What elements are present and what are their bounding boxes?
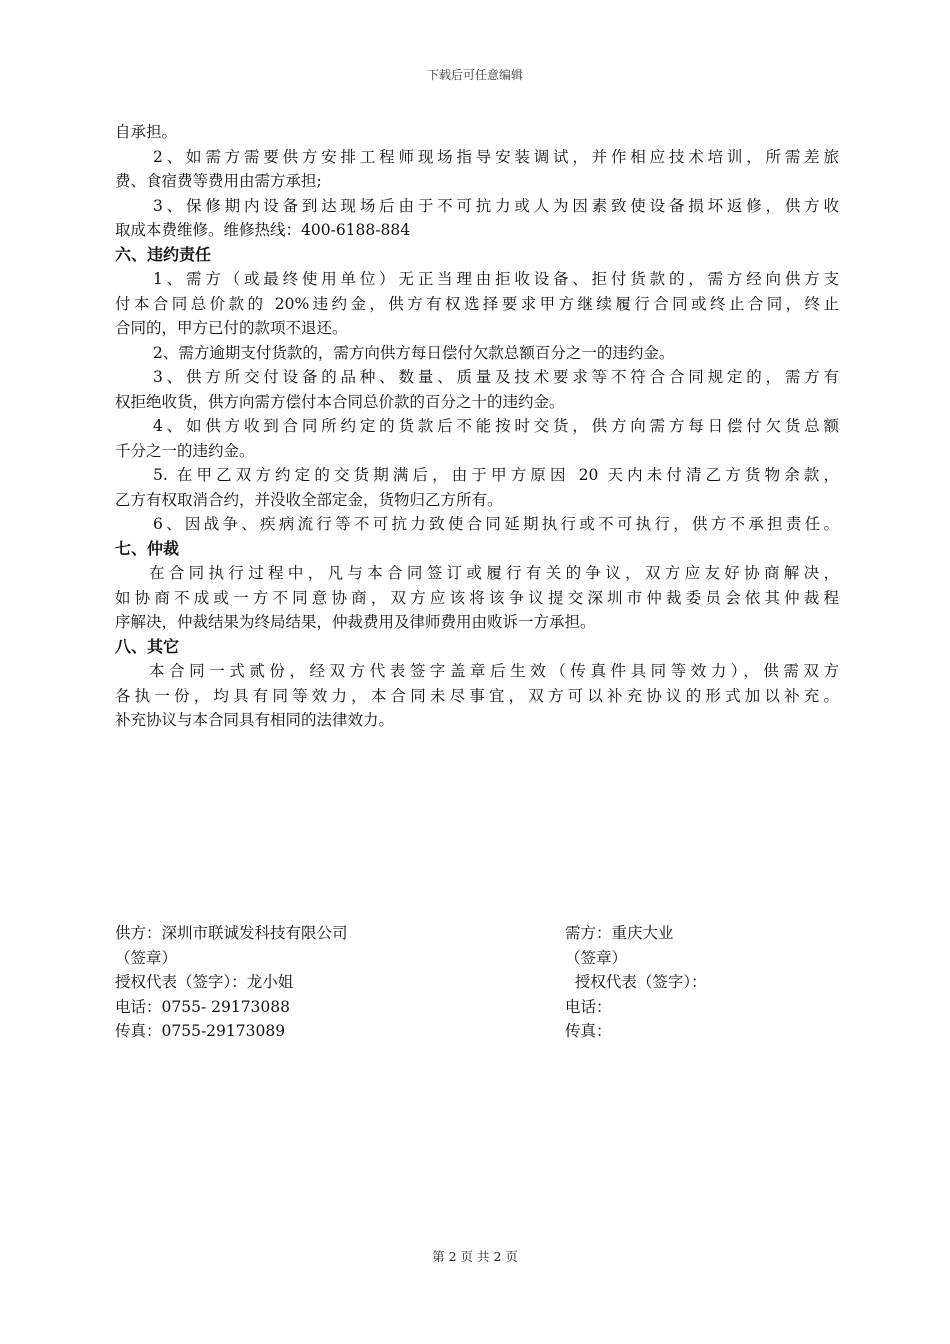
header-note: 下载后可任意编辑 [426, 68, 523, 82]
buyer-representative: 授权代表（签字）： [565, 973, 707, 991]
buyer-seal: （签章） [565, 948, 628, 967]
paragraph-line: 1、需方（或最终使用单位）无正当理由拒收设备、拒付货款的，需方经向供方支 [153, 270, 839, 288]
paragraph-line: 2、需方逾期支付货款的，需方向供方每日偿付欠款总额百分之一的违约金。 [153, 343, 675, 362]
paragraph-line: 取成本费维修。维修热线：400-6188-884 [115, 221, 411, 239]
paragraph-line: 6、因战争、疾病流行等不可抗力致使合同延期执行或不可执行，供方不承担责任。 [153, 515, 839, 533]
paragraph-line: 序解决，仲裁结果为终局结果，仲裁费用及律师费用由败诉一方承担。 [115, 613, 596, 631]
paragraph-line: 自承担。 [115, 123, 178, 141]
supplier-name: 供方：深圳市联诚发科技有限公司 [115, 924, 348, 942]
page-footer: 第 2 页 共 2 页 [432, 1249, 518, 1264]
paragraph-line: 权拒绝收货，供方向需方偿付本合同总价款的百分之十的违约金。 [115, 392, 565, 411]
supplier-phone: 电话：0755- 29173088 [115, 997, 291, 1016]
paragraph-line: 付本合同总价款的 20%违约金，供方有权选择要求甲方继续履行合同或终止合同，终止 [115, 294, 839, 313]
paragraph-line: 如协商不成或一方不同意协商，双方应该将该争议提交深圳市仲裁委员会依其仲裁程 [115, 588, 839, 607]
paragraph-line: 在合同执行过程中，凡与本合同签订或履行有关的争议，双方应友好协商解决， [149, 564, 839, 582]
paragraph-line: 费、食宿费等费用由需方承担; [115, 172, 322, 190]
supplier-seal: （签章） [115, 948, 178, 967]
supplier-fax: 传真：0755-29173089 [115, 1022, 286, 1040]
paragraph-line: 合同的，甲方已付的款项不退还。 [115, 319, 348, 337]
paragraph-line: 各执一份，均具有同等效力，本合同未尽事宜，双方可以补充协议的形式加以补充。 [115, 686, 839, 705]
buyer-fax: 传真： [565, 1022, 612, 1040]
paragraph-line: 本合同一式贰份，经双方代表签字盖章后生效（传真件具同等效力），供需双方 [149, 662, 839, 680]
contract-body [115, 120, 839, 733]
section-heading: 六、违约责任 [115, 244, 212, 264]
buyer-signature-block [565, 921, 865, 1044]
paragraph-line: 3、供方所交付设备的品种、数量、质量及技术要求等不符合合同规定的，需方有 [153, 368, 839, 386]
paragraph-line: 4、如供方收到合同所约定的货款后不能按时交货，供方向需方每日偿付欠货总额 [153, 417, 839, 435]
paragraph-line: 补充协议与本合同具有相同的法律效力。 [115, 711, 395, 729]
supplier-representative: 授权代表（签字）：龙小姐 [115, 973, 294, 991]
paragraph-line: 2、如需方需要供方安排工程师现场指导安装调试，并作相应技术培训，所需差旅 [153, 147, 839, 166]
buyer-name: 需方：重庆大业 [565, 924, 674, 942]
section-heading: 七、仲裁 [115, 538, 180, 558]
paragraph-line: 5. 在甲乙双方约定的交货期满后，由于甲方原因 20 天内未付清乙方货物余款， [153, 466, 839, 484]
section-heading: 八、其它 [115, 636, 180, 656]
supplier-signature-block [115, 921, 515, 1044]
paragraph-line: 3、保修期内设备到达现场后由于不可抗力或人为因素致使设备损坏返修，供方收 [153, 196, 839, 215]
paragraph-line: 千分之一的违约金。 [115, 441, 255, 460]
buyer-phone: 电话： [565, 997, 612, 1016]
paragraph-line: 乙方有权取消合约，并没收全部定金，货物归乙方所有。 [115, 490, 503, 509]
